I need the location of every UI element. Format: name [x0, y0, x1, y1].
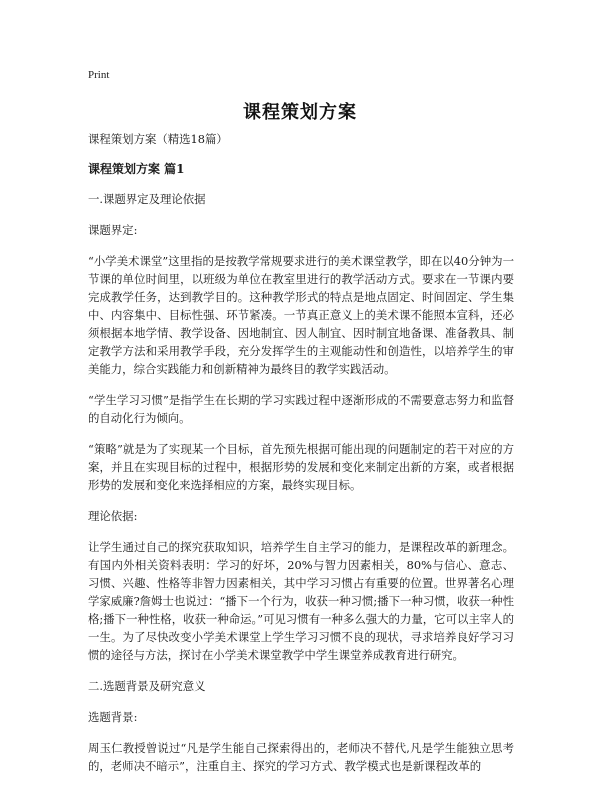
label-background: 选题背景: — [88, 710, 138, 724]
heading-background-significance: 二.选题背景及研究意义 — [88, 679, 206, 693]
paragraph-strategy: “策略”就是为了实现某一个目标，首先预先根据可能出现的问题制定的若干对应的方案，并且在实现目标的过程中，根据形势的发展和变化来制定出新的方案，或者根据形势的发展和变化来选择相应的方案，最终实现目标。 — [88, 442, 514, 492]
print-label: Print — [88, 69, 110, 81]
paragraph-theory: 让学生通过自己的探究获取知识，培养学生自主学习的能力，是课程改革的新理念。有国内外相关资料表明：学习的好坏，20%与智力因素相关，80%与信心、意志、习惯、兴趣、性格等非智力因素相关，其中学习习惯占有重要的位置。世界著名心理学家威廉?詹姆士也说过：“播下一个行为，收获一种习惯;播下一种习惯，收获一种性格;播下一种性格，收获一种命运。”可见习惯有一种多么强大的力量，它可以主宰人的一生。为了尽快改变小学美术课堂上学生学习习惯不良的现状，寻求培养良好学习习惯的途径与方法，探讨在小学美术课堂教学中学生课堂养成教育进行研究。 — [88, 540, 514, 662]
paragraph-classroom: “小学美术课堂”这里指的是按教学常规要求进行的美术课堂教学，即在以40分钟为一节课的单位时间里，以班级为单位在教室里进行的教学活动方式。要求在一节课内要完成教学任务，达到教学目的。这种教学形式的特点是地点固定、时间固定、学生集中、内容集中、目标性强、环节紧凑。一节真正意义上的美术课不能照本宣科，还必须根据本地学情、教学设备、因地制宜、因人制宜、因时制宜地备课、准备教具、制定教学方法和采用教学手段，充分发挥学生的主观能动性和创造性，以培养学生的审美能力，综合实践能力和创新精神为最终目的教学实践活动。 — [88, 254, 514, 376]
heading-definition-basis: 一.课题界定及理论依据 — [88, 192, 206, 206]
paragraph-habits: “学生学习习惯”是指学生在长期的学习实践过程中逐渐形成的不需要意志努力和监督的自动化行为倾向。 — [88, 393, 514, 425]
label-definition: 课题界定: — [88, 223, 138, 237]
paragraph-background: 周玉仁教授曾说过“凡是学生能自己探索得出的，老师决不替代,凡是学生能独立思考的，老师决不暗示”，注重自主、探究的学习方式、教学模式也是新课程改革的 — [88, 741, 514, 773]
document-subtitle: 课程策划方案（精选18篇） — [88, 132, 228, 146]
document-title: 课程策划方案 — [243, 102, 357, 123]
label-theory: 理论依据: — [88, 509, 138, 523]
document-body — [88, 130, 514, 788]
section-heading: 课程策划方案 篇1 — [88, 162, 185, 176]
